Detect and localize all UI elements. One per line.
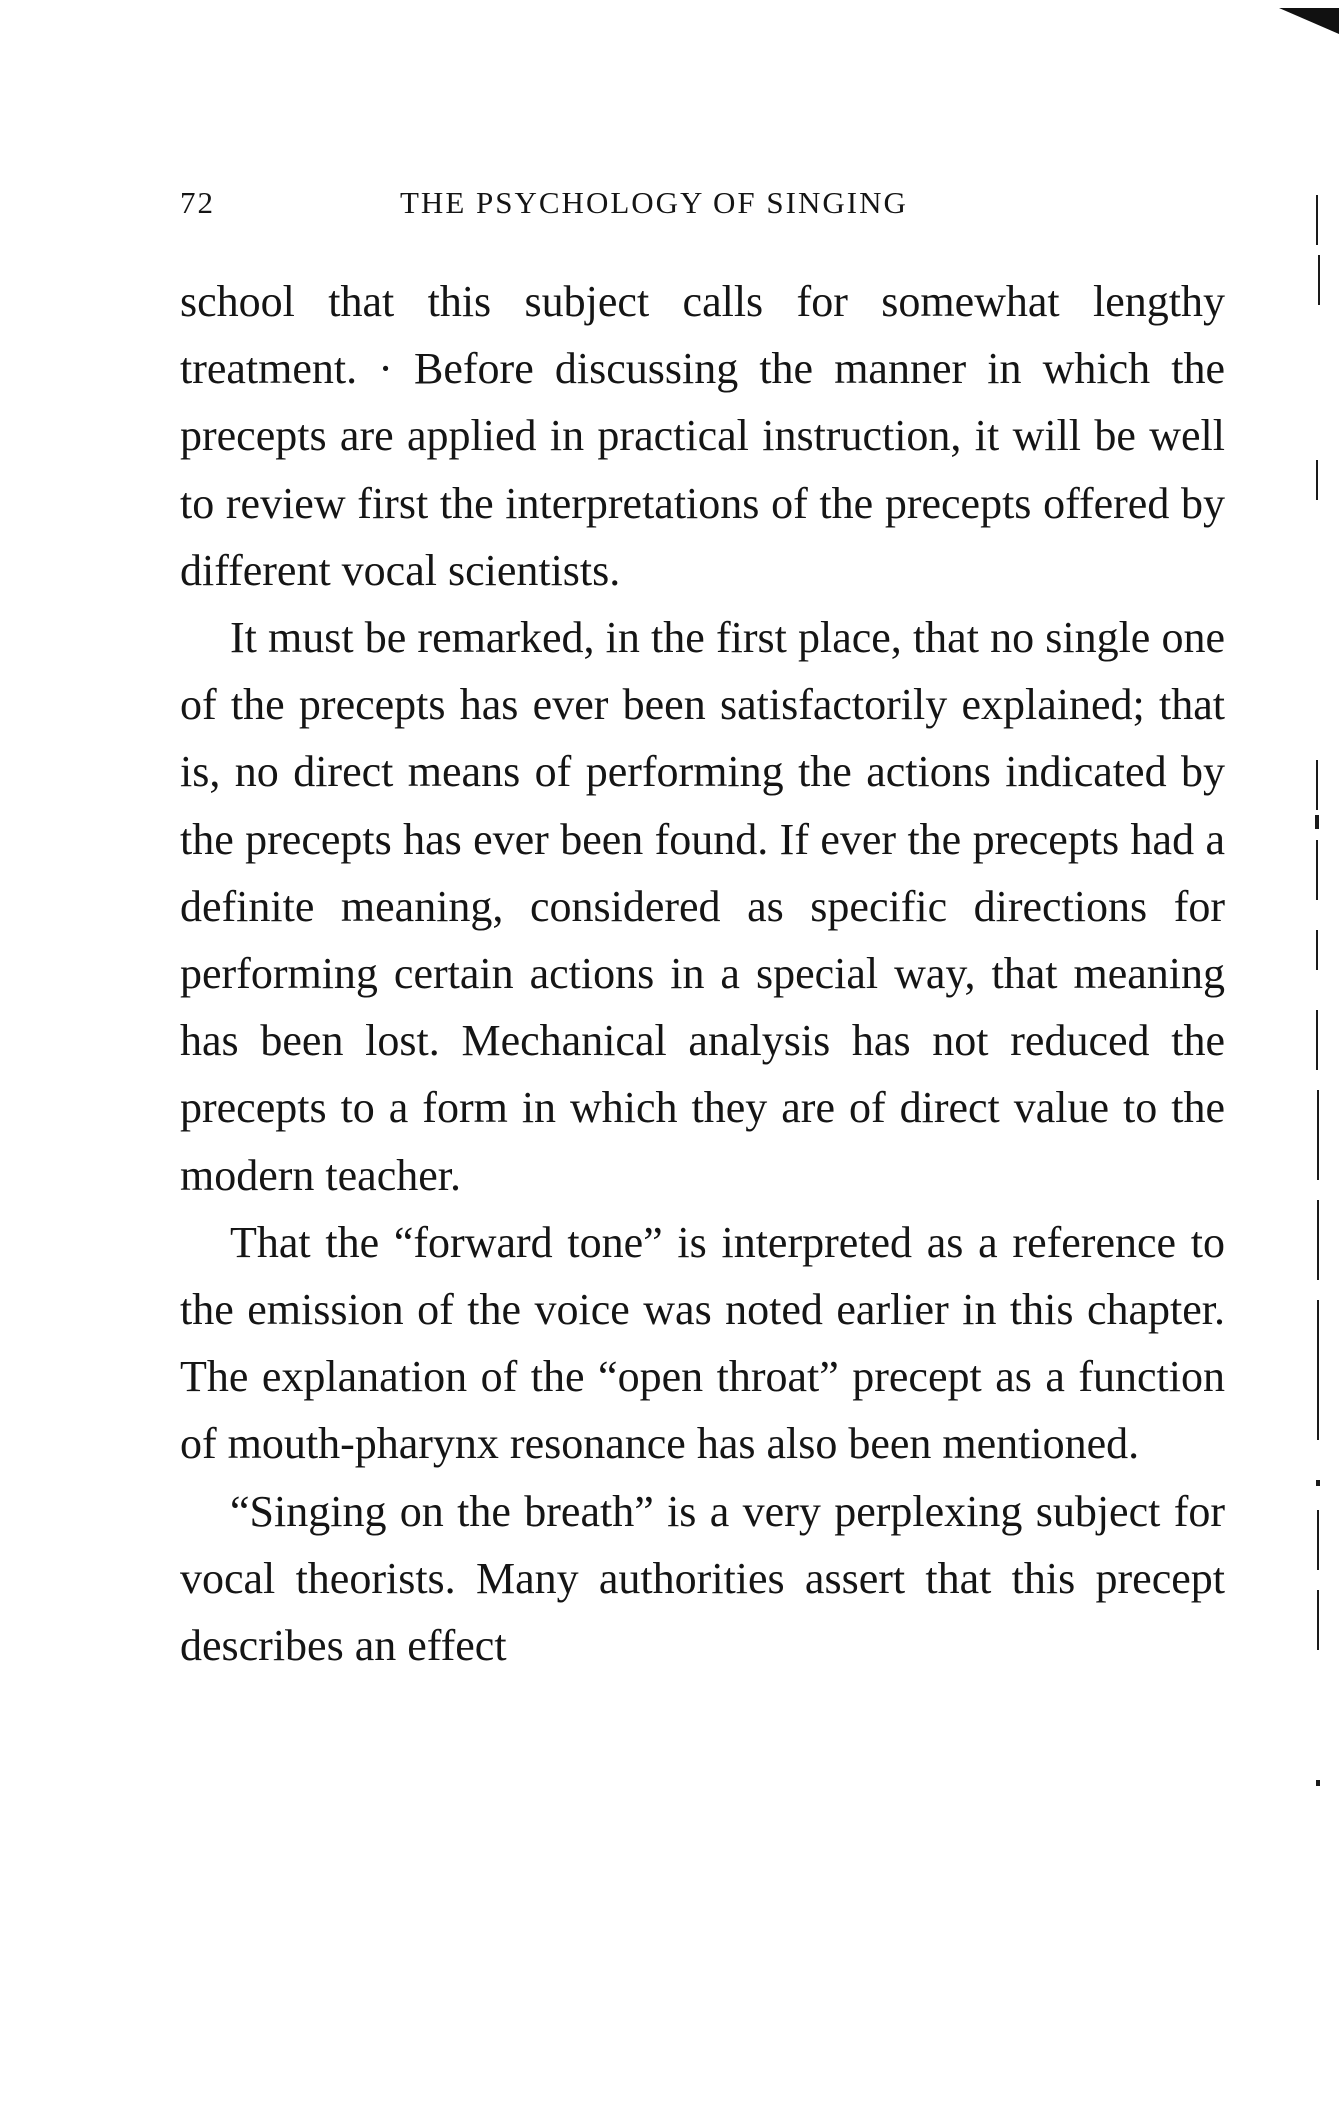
scan-artifact [1317,1300,1319,1440]
scan-artifact [1316,1480,1320,1486]
body-text [180,268,1225,1679]
paragraph-4: “Singing on the breath” is a very perplexing subject for vocal theorists. Many authorities assert that this precept describes an effect [180,1486,1225,1671]
paragraph-1: school that this subject calls for somewhat lengthy treatment. · Before discussing the manner in which the precepts are applied in practical instruction, it will be well to review first the interpretations of the precepts offered by different vocal scientists. [180,277,1225,595]
scan-artifact [1316,460,1318,500]
scan-artifact [1318,255,1320,305]
scan-artifact [1316,195,1318,245]
running-title: THE PSYCHOLOGY OF SINGING [400,185,908,220]
scan-artifact [1316,840,1318,900]
scan-artifact [1317,1510,1319,1570]
page-number: 72 [180,185,215,220]
scan-artifact [1317,1590,1319,1650]
running-head [180,185,1225,235]
scan-artifact [1317,1200,1319,1280]
paragraph-2: It must be remarked, in the first place, that no single one of the precepts has ever been satisfactorily explained; that is, no direct means of performing the actions indicated by the precepts has ever been found. If ever the precepts had a definite meaning, considered as specific directions for performing certain actions in a special way, that meaning has been lost. Mechanical analysis has not reduced the precepts to a form in which they are of direct value to the modern teacher. [180,613,1225,1200]
paragraph-3: That the “forward tone” is interpreted as a reference to the emission of the voice was noted earlier in this chapter. The explanation of the “open throat” precept as a function of mouth-pharynx resonance has also been mentioned. [180,1217,1225,1469]
scan-artifact [1316,1010,1318,1070]
scan-artifact [1316,1780,1320,1786]
scan-artifact [1316,760,1318,810]
scan-artifact [1315,815,1319,829]
scan-artifact [1316,930,1318,970]
scan-corner-mark [1279,8,1339,34]
scan-artifact [1317,1090,1319,1180]
